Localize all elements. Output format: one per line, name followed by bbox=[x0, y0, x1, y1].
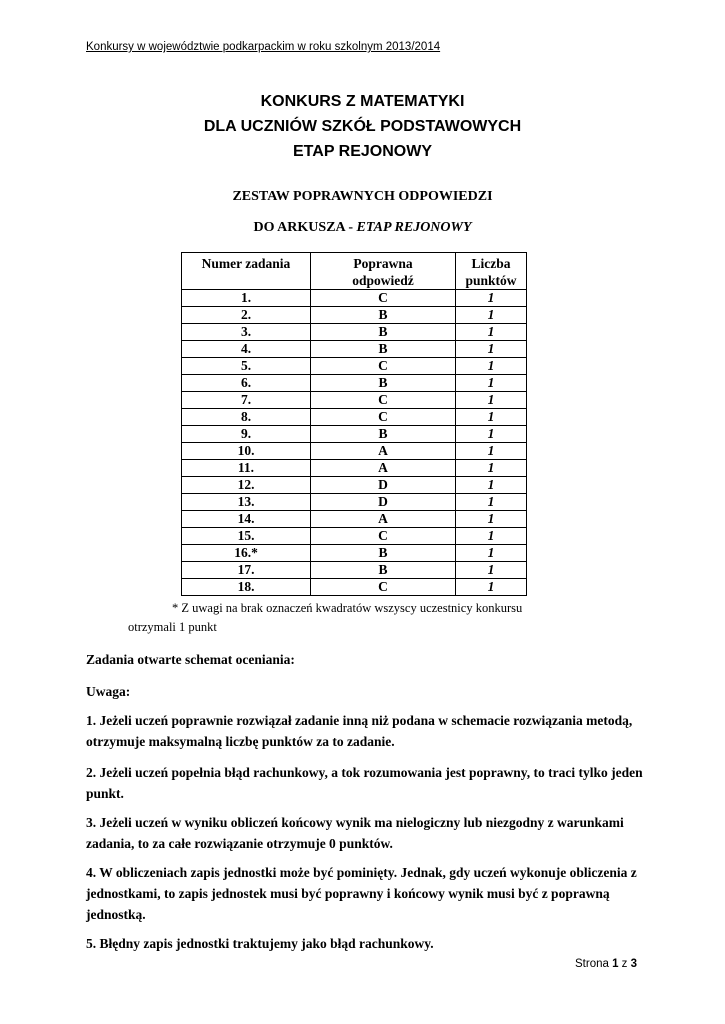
open-tasks-heading: Zadania otwarte schemat oceniania: bbox=[86, 652, 295, 667]
answer-cell: C bbox=[311, 392, 456, 409]
points-cell: 1 bbox=[456, 579, 527, 596]
answer-cell: C bbox=[311, 358, 456, 375]
table-row bbox=[182, 426, 527, 443]
answer-cell: C bbox=[311, 409, 456, 426]
points-cell: 1 bbox=[456, 494, 527, 511]
answer-cell: D bbox=[311, 494, 456, 511]
page-total: 3 bbox=[630, 958, 638, 970]
task-number-cell: 11. bbox=[182, 460, 311, 477]
task-number-cell: 17. bbox=[182, 562, 311, 579]
answer-cell: A bbox=[311, 443, 456, 460]
answer-cell: C bbox=[311, 579, 456, 596]
running-head: Konkursy w województwie podkarpackim w roku szkolnym 2013/2014 bbox=[86, 41, 441, 53]
table-row bbox=[182, 511, 527, 528]
footnote-line-1: * Z uwagi na brak oznaczeń kwadratów wszyscy uczestnicy konkursu bbox=[172, 601, 523, 615]
page-current: 1 bbox=[612, 958, 619, 970]
points-cell: 1 bbox=[456, 477, 527, 494]
answer-cell: B bbox=[311, 341, 456, 358]
table-row bbox=[182, 460, 527, 477]
task-number-cell: 6. bbox=[182, 375, 311, 392]
header-correct-answer-l2: odpowiedź bbox=[352, 273, 414, 288]
task-number-cell: 16.* bbox=[182, 545, 311, 562]
subtitle-sheet-prefix: DO ARKUSZA - bbox=[253, 220, 357, 235]
table-row bbox=[182, 324, 527, 341]
points-cell: 1 bbox=[456, 545, 527, 562]
task-number-cell: 5. bbox=[182, 358, 311, 375]
subtitle-answer-key: ZESTAW POPRAWNYCH ODPOWIEDZI bbox=[232, 189, 493, 204]
answer-cell: B bbox=[311, 324, 456, 341]
task-number-cell: 8. bbox=[182, 409, 311, 426]
task-number-cell: 4. bbox=[182, 341, 311, 358]
title-line-3: ETAP REJONOWY bbox=[293, 143, 432, 160]
table-row bbox=[182, 443, 527, 460]
answer-cell: B bbox=[311, 426, 456, 443]
table-row bbox=[182, 579, 527, 596]
table-row bbox=[182, 477, 527, 494]
points-cell: 1 bbox=[456, 443, 527, 460]
header-task-number: Numer zadania bbox=[182, 253, 311, 290]
answer-cell: C bbox=[311, 528, 456, 545]
footnote-line-2: otrzymali 1 punkt bbox=[128, 620, 217, 634]
rule-2: 2. Jeżeli uczeń popełnia błąd rachunkowy, a tok rozumowania jest poprawny, to traci tylko jeden punkt. bbox=[86, 765, 643, 801]
title-line-2: DLA UCZNIÓW SZKÓŁ PODSTAWOWYCH bbox=[203, 118, 522, 135]
points-cell: 1 bbox=[456, 460, 527, 477]
points-cell: 1 bbox=[456, 409, 527, 426]
table-row bbox=[182, 375, 527, 392]
answer-cell: B bbox=[311, 562, 456, 579]
table-row bbox=[182, 392, 527, 409]
points-cell: 1 bbox=[456, 307, 527, 324]
header-points-l1: Liczba bbox=[471, 256, 511, 271]
task-number-cell: 7. bbox=[182, 392, 311, 409]
page-separator: z bbox=[618, 958, 631, 970]
task-number-cell: 10. bbox=[182, 443, 311, 460]
page-prefix: Strona bbox=[575, 958, 613, 970]
task-number-cell: 3. bbox=[182, 324, 311, 341]
table-row bbox=[182, 307, 527, 324]
document-title bbox=[0, 89, 725, 164]
answer-cell: B bbox=[311, 307, 456, 324]
answer-table-header-row bbox=[182, 253, 527, 290]
points-cell: 1 bbox=[456, 426, 527, 443]
task-number-cell: 1. bbox=[182, 290, 311, 307]
rule-4: 4. W obliczeniach zapis jednostki może być pominięty. Jednak, gdy uczeń wykonuje obliczenia z jednostkami, to zapis jednostek musi być poprawny i końcowy wynik musi być z poprawną jednostką. bbox=[86, 865, 637, 922]
points-cell: 1 bbox=[456, 392, 527, 409]
points-cell: 1 bbox=[456, 562, 527, 579]
rule-5: 5. Błędny zapis jednostki traktujemy jako błąd rachunkowy. bbox=[86, 936, 434, 951]
points-cell: 1 bbox=[456, 358, 527, 375]
task-number-cell: 13. bbox=[182, 494, 311, 511]
task-number-cell: 18. bbox=[182, 579, 311, 596]
page-number bbox=[575, 958, 637, 970]
subtitle-sheet bbox=[0, 220, 725, 236]
table-row bbox=[182, 358, 527, 375]
answer-key-table bbox=[181, 252, 527, 596]
task-number-cell: 15. bbox=[182, 528, 311, 545]
answer-cell: D bbox=[311, 477, 456, 494]
answer-cell: A bbox=[311, 460, 456, 477]
points-cell: 1 bbox=[456, 375, 527, 392]
table-row bbox=[182, 545, 527, 562]
table-row bbox=[182, 528, 527, 545]
task-number-cell: 9. bbox=[182, 426, 311, 443]
table-row bbox=[182, 494, 527, 511]
points-cell: 1 bbox=[456, 324, 527, 341]
points-cell: 1 bbox=[456, 528, 527, 545]
header-points-l2: punktów bbox=[465, 273, 517, 288]
header-points bbox=[456, 253, 527, 290]
table-row bbox=[182, 341, 527, 358]
rule-3: 3. Jeżeli uczeń w wyniku obliczeń końcowy wynik ma nielogiczny lub niezgodny z warunkami zadania, to za całe rozwiązanie otrzymuje 0 punktów. bbox=[86, 815, 624, 851]
table-row bbox=[182, 562, 527, 579]
answer-cell: C bbox=[311, 290, 456, 307]
table-footnote bbox=[128, 599, 568, 637]
table-row bbox=[182, 409, 527, 426]
header-correct-answer bbox=[311, 253, 456, 290]
answer-cell: A bbox=[311, 511, 456, 528]
points-cell: 1 bbox=[456, 511, 527, 528]
answer-cell: B bbox=[311, 375, 456, 392]
task-number-cell: 12. bbox=[182, 477, 311, 494]
subtitle-sheet-stage: ETAP REJONOWY bbox=[356, 220, 472, 235]
points-cell: 1 bbox=[456, 290, 527, 307]
task-number-cell: 2. bbox=[182, 307, 311, 324]
header-correct-answer-l1: Poprawna bbox=[353, 256, 413, 271]
task-number-cell: 14. bbox=[182, 511, 311, 528]
table-row bbox=[182, 290, 527, 307]
answer-cell: B bbox=[311, 545, 456, 562]
note-heading: Uwaga: bbox=[86, 684, 131, 699]
points-cell: 1 bbox=[456, 341, 527, 358]
title-line-1: KONKURS Z MATEMATYKI bbox=[260, 93, 465, 110]
rule-1: 1. Jeżeli uczeń poprawnie rozwiązał zadanie inną niż podana w schemacie rozwiązania metodą, otrzymuje maksymalną liczbę punktów za to zadanie. bbox=[86, 713, 633, 749]
